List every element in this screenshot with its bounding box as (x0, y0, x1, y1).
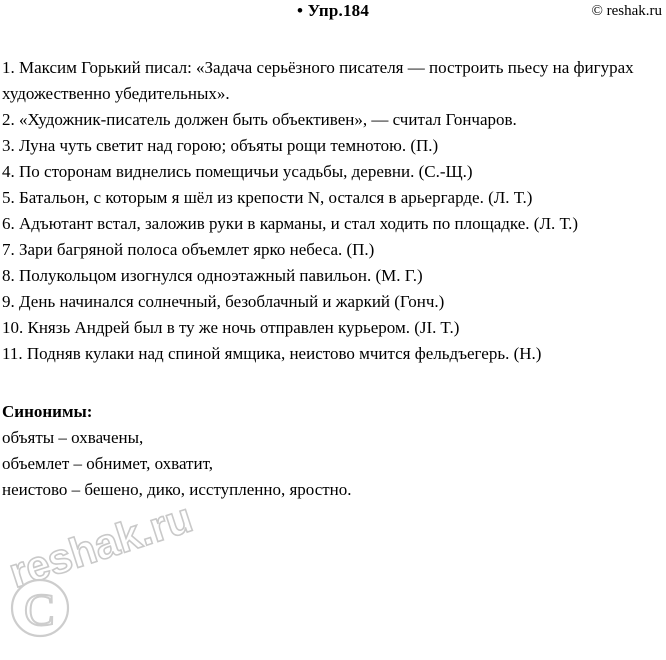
sentence-item: 7. Зари багряной полоса объемлет ярко небеса. (П.) (2, 240, 375, 259)
sentence-item: 11. Подняв кулаки над спиной ямщика, неистово мчится фельдъегерь. (Н.) (2, 344, 542, 363)
sentence-item: 10. Князь Андрей был в ту же ночь отправлен курьером. (JI. T.) (2, 318, 460, 337)
page-header (2, 0, 664, 30)
reshak-watermark (3, 493, 234, 660)
sentence-item: 2. «Художник-писатель должен быть объективен», — считал Гончаров. (2, 110, 517, 129)
synonym-line: неистово – бешено, дико, исступленно, яростно. (2, 480, 352, 499)
sentence-item: 6. Адъютант встал, заложив руки в карманы, и стал ходить по площадке. (Л. Т.) (2, 214, 579, 233)
sentence-item: 8. Полукольцом изогнулся одноэтажный павильон. (М. Г.) (2, 266, 423, 285)
watermark-word-text: reshak.ru (3, 493, 198, 597)
title-bullet: • (296, 1, 304, 20)
synonyms-heading: Синонимы: (2, 402, 93, 421)
sentence-item: 4. По сторонам виднелись помещичьи усадьбы, деревни. (С.-Щ.) (2, 162, 473, 181)
sentence-item: 1. Максим Горький писал: «Задача серьёзного писателя — построить пьесу на фигурах художественно убедительных». (2, 58, 634, 103)
copyright-notice: © reshak.ru (591, 3, 662, 19)
watermark-copyright-ring (12, 580, 68, 636)
sentence-item: 9. День начинался солнечный, безоблачный и жаркий (Гонч.) (2, 292, 445, 311)
watermark-c-letter: C (24, 584, 55, 635)
exercise-body (2, 55, 664, 503)
synonyms-section (2, 399, 664, 503)
title-text: Упр.184 (307, 1, 370, 20)
sentence-item: 3. Луна чуть светит над горою; объяты рощи темнотою. (П.) (2, 136, 439, 155)
synonym-line: объемлет – обнимет, охватит, (2, 454, 213, 473)
synonym-line: объяты – охвачены, (2, 428, 144, 447)
page-title (2, 0, 664, 22)
sentence-item: 5. Батальон, с которым я шёл из крепости N, остался в арьергарде. (Л. Т.) (2, 188, 533, 207)
